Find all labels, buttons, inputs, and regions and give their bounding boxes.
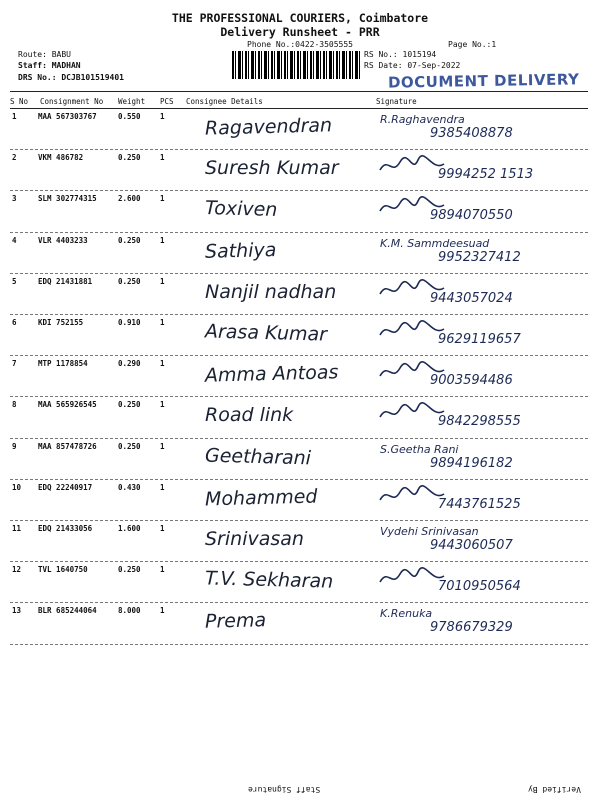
row-separator xyxy=(10,396,588,397)
row-consignment: EDQ 22240917 xyxy=(38,483,93,492)
drs-number: DRS No.: DCJB101519401 xyxy=(18,73,124,82)
row-weight: 0.250 xyxy=(118,442,141,451)
row-sno: 13 xyxy=(12,606,22,615)
row-consignee-handwriting: Srinivasan xyxy=(205,528,304,550)
row-consignment: EDQ 21433056 xyxy=(38,524,93,533)
col-pcs: PCS xyxy=(160,97,174,106)
row-consignee-handwriting: Amma Antoas xyxy=(204,361,339,387)
row-phone: 9894196182 xyxy=(430,456,513,471)
row-weight: 0.290 xyxy=(118,359,141,368)
row-sno: 10 xyxy=(12,483,22,492)
row-pcs: 1 xyxy=(160,318,165,327)
row-phone: 9629119657 xyxy=(438,332,521,347)
row-pcs: 1 xyxy=(160,194,165,203)
page-number: Page No.:1 xyxy=(448,40,497,49)
rs-date: RS Date: 07-Sep-2022 xyxy=(364,61,461,70)
row-consignee-handwriting: Road link xyxy=(205,404,294,426)
row-pcs: 1 xyxy=(160,442,165,451)
row-weight: 1.600 xyxy=(118,524,141,533)
document-delivery-stamp: DOCUMENT DELIVERY xyxy=(387,70,580,92)
header-top-rule xyxy=(10,91,588,92)
col-signature: Signature xyxy=(376,97,417,106)
row-separator xyxy=(10,314,588,315)
row-sno: 6 xyxy=(12,318,17,327)
row-separator xyxy=(10,520,588,521)
staff: Staff: MADHAN xyxy=(18,61,81,70)
row-phone: 9952327412 xyxy=(438,250,521,265)
row-separator xyxy=(10,232,588,233)
row-phone: 9003594486 xyxy=(430,373,513,388)
row-pcs: 1 xyxy=(160,606,165,615)
rs-number: RS No.: 1015194 xyxy=(364,50,437,59)
row-consignment: KDI 752155 xyxy=(38,318,84,327)
row-consignee-handwriting: Prema xyxy=(204,609,267,633)
col-sno: S No xyxy=(10,97,29,106)
row-separator xyxy=(10,355,588,356)
row-phone: 9842298555 xyxy=(438,414,521,429)
col-consignee: Consignee Details xyxy=(186,97,263,106)
row-separator xyxy=(10,561,588,562)
row-consignment: BLR 685244064 xyxy=(38,606,97,615)
row-consignee-handwriting: Mohammed xyxy=(204,485,318,511)
company-name: THE PROFESSIONAL COURIERS, Coimbatore xyxy=(171,11,429,25)
row-consignee-handwriting: Toxiven xyxy=(204,197,278,221)
row-phone: 9894070550 xyxy=(430,208,513,223)
row-sno: 1 xyxy=(12,112,17,121)
row-consignment: MAA 567303767 xyxy=(38,112,97,121)
row-consignment: MTP 1178854 xyxy=(38,359,88,368)
row-signature: Vydehi Srinivasan xyxy=(380,525,479,538)
row-weight: 0.250 xyxy=(118,153,141,162)
row-signature: K.Renuka xyxy=(380,607,433,620)
row-consignment: MAA 565926545 xyxy=(38,400,97,409)
row-weight: 0.910 xyxy=(118,318,141,327)
verified-by-label: Verified By xyxy=(528,785,581,794)
staff-signature-label: Staff Signature xyxy=(248,785,321,794)
row-weight: 8.000 xyxy=(118,606,141,615)
row-pcs: 1 xyxy=(160,112,165,121)
row-signature: K.M. Sammdeesuad xyxy=(380,237,490,250)
row-separator xyxy=(10,273,588,274)
row-separator xyxy=(10,190,588,191)
row-sno: 8 xyxy=(12,400,17,409)
row-sno: 3 xyxy=(12,194,17,203)
row-weight: 0.250 xyxy=(118,565,141,574)
col-consignment: Consignment No xyxy=(40,97,104,106)
row-consignee-handwriting: Arasa Kumar xyxy=(204,320,328,346)
document-title: Delivery Runsheet - PRR xyxy=(220,25,380,39)
row-separator xyxy=(10,644,588,645)
row-sno: 11 xyxy=(12,524,22,533)
row-consignee-handwriting: Ragavendran xyxy=(204,114,333,140)
row-sno: 9 xyxy=(12,442,17,451)
row-phone: 9443060507 xyxy=(430,538,513,553)
row-consignee-handwriting: Sathiya xyxy=(204,239,277,263)
row-consignment: EDQ 21431881 xyxy=(38,277,93,286)
row-phone: 7443761525 xyxy=(438,497,521,512)
row-weight: 2.600 xyxy=(118,194,141,203)
row-consignment: SLM 302774315 xyxy=(38,194,97,203)
row-separator xyxy=(10,149,588,150)
row-consignee-handwriting: Geetharani xyxy=(204,444,312,470)
row-phone: 9786679329 xyxy=(430,620,513,635)
row-pcs: 1 xyxy=(160,483,165,492)
row-weight: 0.550 xyxy=(118,112,141,121)
row-pcs: 1 xyxy=(160,359,165,368)
row-pcs: 1 xyxy=(160,565,165,574)
row-pcs: 1 xyxy=(160,153,165,162)
row-separator xyxy=(10,479,588,480)
row-signature: S.Geetha Rani xyxy=(380,443,459,456)
row-separator xyxy=(10,438,588,439)
row-consignee-handwriting: Nanjil nadhan xyxy=(205,281,337,303)
phone-number: Phone No.:0422-3505555 xyxy=(247,40,353,49)
col-weight: Weight xyxy=(118,97,146,106)
row-sno: 7 xyxy=(12,359,17,368)
row-sno: 12 xyxy=(12,565,22,574)
row-weight: 0.250 xyxy=(118,277,141,286)
row-pcs: 1 xyxy=(160,400,165,409)
row-consignment: MAA 857478726 xyxy=(38,442,97,451)
row-weight: 0.430 xyxy=(118,483,141,492)
row-weight: 0.250 xyxy=(118,400,141,409)
barcode xyxy=(232,51,360,79)
row-phone: 9443057024 xyxy=(430,291,513,306)
row-consignment: VKM 486782 xyxy=(38,153,84,162)
row-phone: 9994252 1513 xyxy=(438,167,534,182)
row-pcs: 1 xyxy=(160,524,165,533)
row-sno: 4 xyxy=(12,236,17,245)
row-consignee-handwriting: T.V. Sekharan xyxy=(204,567,334,593)
row-consignment: TVL 1640750 xyxy=(38,565,88,574)
row-sno: 5 xyxy=(12,277,17,286)
row-consignment: VLR 4403233 xyxy=(38,236,88,245)
row-consignee-handwriting: Suresh Kumar xyxy=(205,157,339,179)
row-separator xyxy=(10,602,588,603)
row-phone: 7010950564 xyxy=(438,579,521,594)
row-pcs: 1 xyxy=(160,236,165,245)
row-phone: 9385408878 xyxy=(430,126,513,141)
header-bottom-rule xyxy=(10,108,588,109)
row-sno: 2 xyxy=(12,153,17,162)
row-signature: R.Raghavendra xyxy=(380,113,465,126)
route: Route: BABU xyxy=(18,50,71,59)
row-weight: 0.250 xyxy=(118,236,141,245)
row-pcs: 1 xyxy=(160,277,165,286)
